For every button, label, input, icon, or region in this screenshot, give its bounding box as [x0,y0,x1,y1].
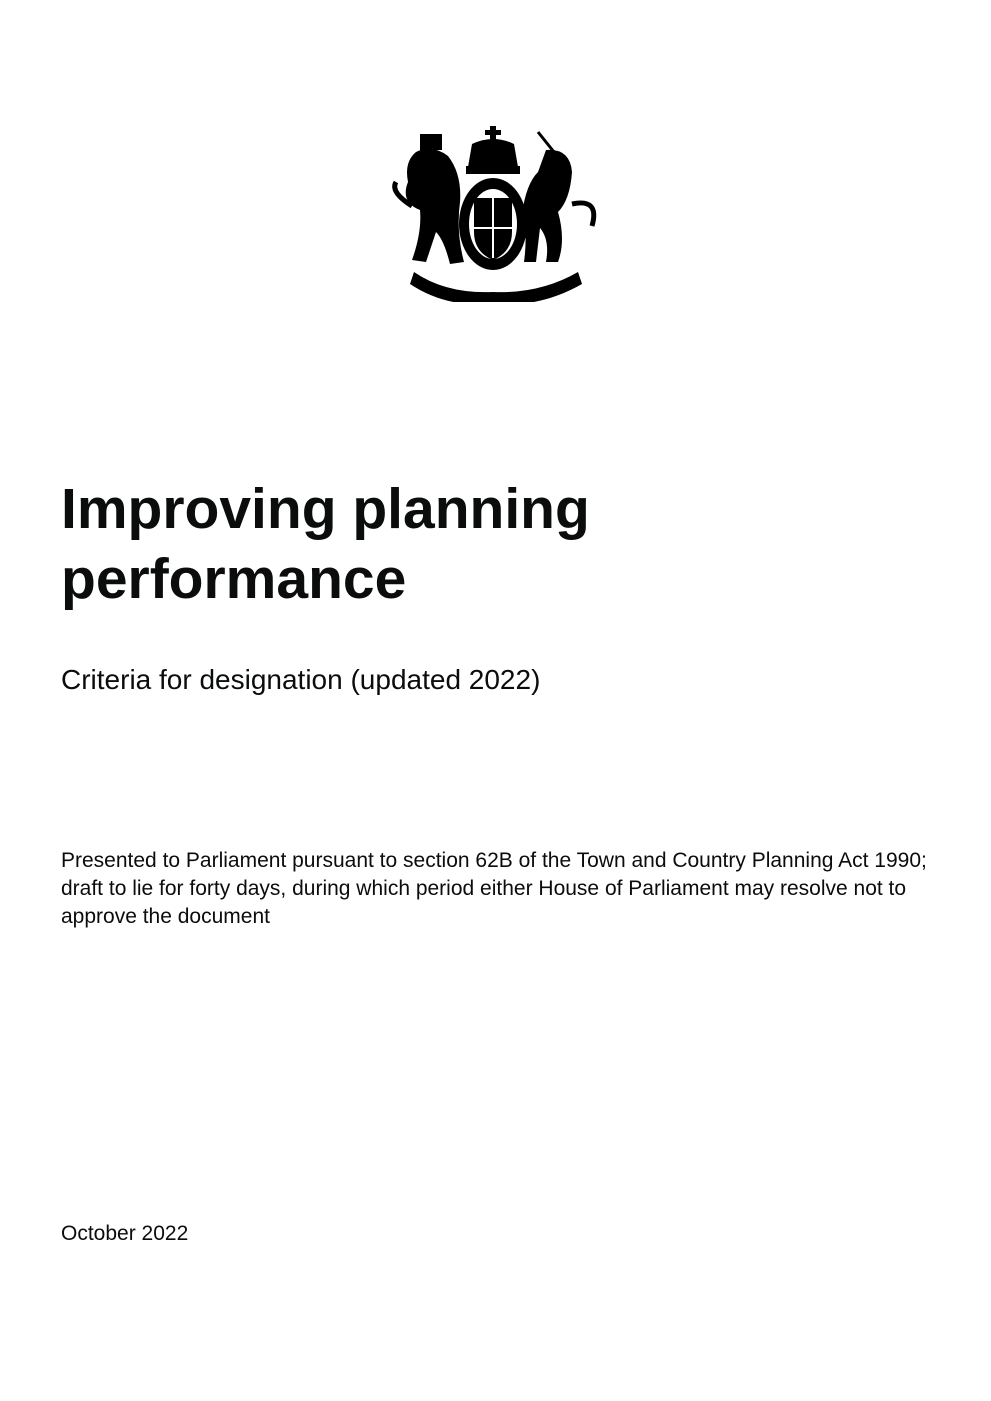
presented-to-parliament-statement: Presented to Parliament pursuant to section 62B of the Town and Country Planning Act 1990; draft to lie for forty days, during which period either House of Parliament may resolve not to approve the document [61,849,927,928]
title-line-2: performance [61,547,407,611]
royal-coat-of-arms-logo [386,122,606,302]
document-title [61,474,761,614]
title-line-1: Improving planning [61,477,590,541]
publication-date: October 2022 [61,1222,189,1245]
document-subtitle: Criteria for designation (updated 2022) [61,664,541,695]
